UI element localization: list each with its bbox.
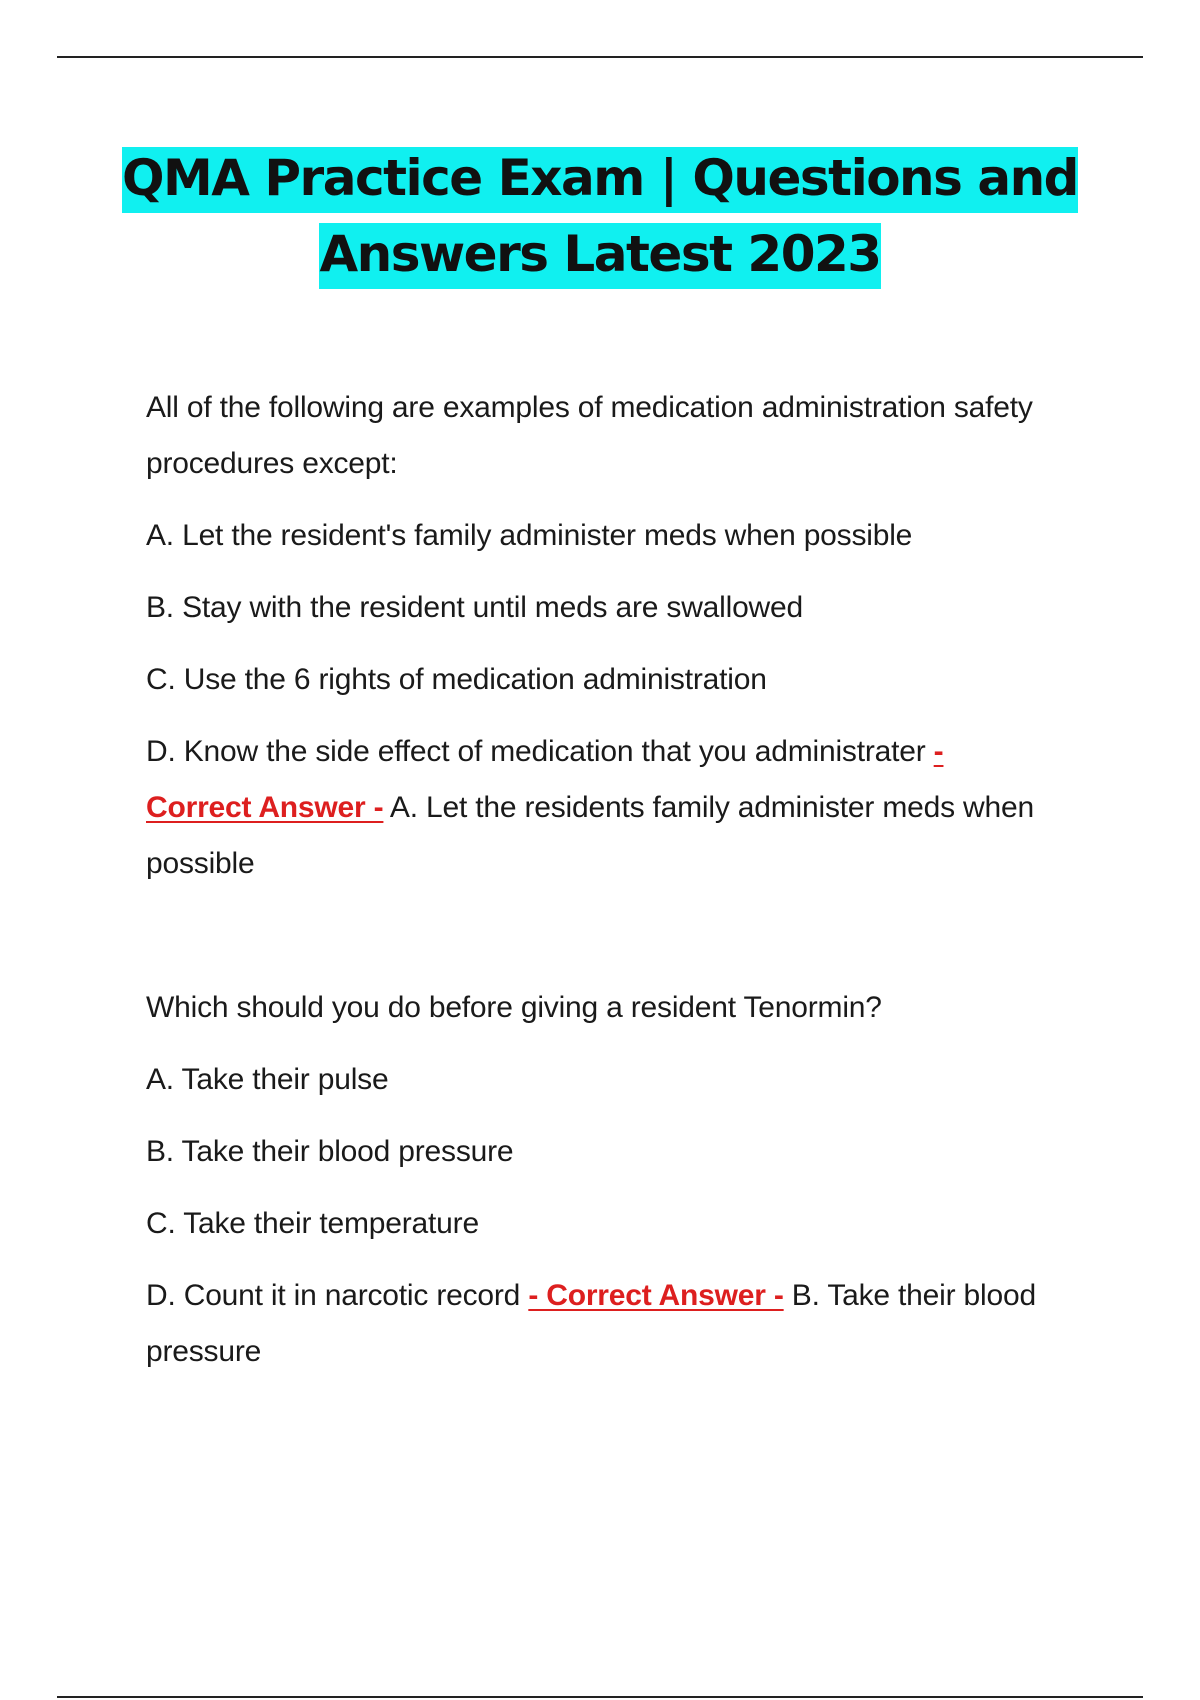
page-title	[100, 140, 1100, 292]
correct-answer: B. Take their blood pressure	[146, 1279, 1036, 1368]
option-b: B. Stay with the resident until meds are swallowed	[146, 591, 803, 624]
title-line-2: Answers Latest 2023	[319, 223, 880, 289]
option-d: D. Count it in narcotic record	[146, 1279, 521, 1312]
correct-answer-label: - Correct Answer -	[146, 735, 944, 824]
question-1	[146, 380, 1046, 892]
question-2	[146, 980, 1046, 1380]
question-stem: All of the following are examples of medication administration safety procedures except:	[146, 391, 1033, 480]
correct-answer: A. Let the residents family administer meds when possible	[146, 791, 1034, 880]
option-a: A. Take their pulse	[146, 1063, 389, 1096]
option-d: D. Know the side effect of medication that you administrater	[146, 735, 926, 768]
footer-rule	[57, 1696, 1143, 1698]
title-line-1: QMA Practice Exam | Questions and	[122, 147, 1078, 213]
option-d-with-answer	[146, 724, 1046, 892]
option-c: C. Use the 6 rights of medication administration	[146, 663, 767, 696]
option-a: A. Let the resident's family administer meds when possible	[146, 519, 913, 552]
correct-answer-label: - Correct Answer -	[528, 1279, 784, 1312]
option-b: B. Take their blood pressure	[146, 1135, 514, 1168]
option-d-with-answer	[146, 1268, 1046, 1380]
header-rule	[57, 56, 1143, 58]
question-stem: Which should you do before giving a resident Tenormin?	[146, 991, 882, 1024]
option-c: C. Take their temperature	[146, 1207, 479, 1240]
